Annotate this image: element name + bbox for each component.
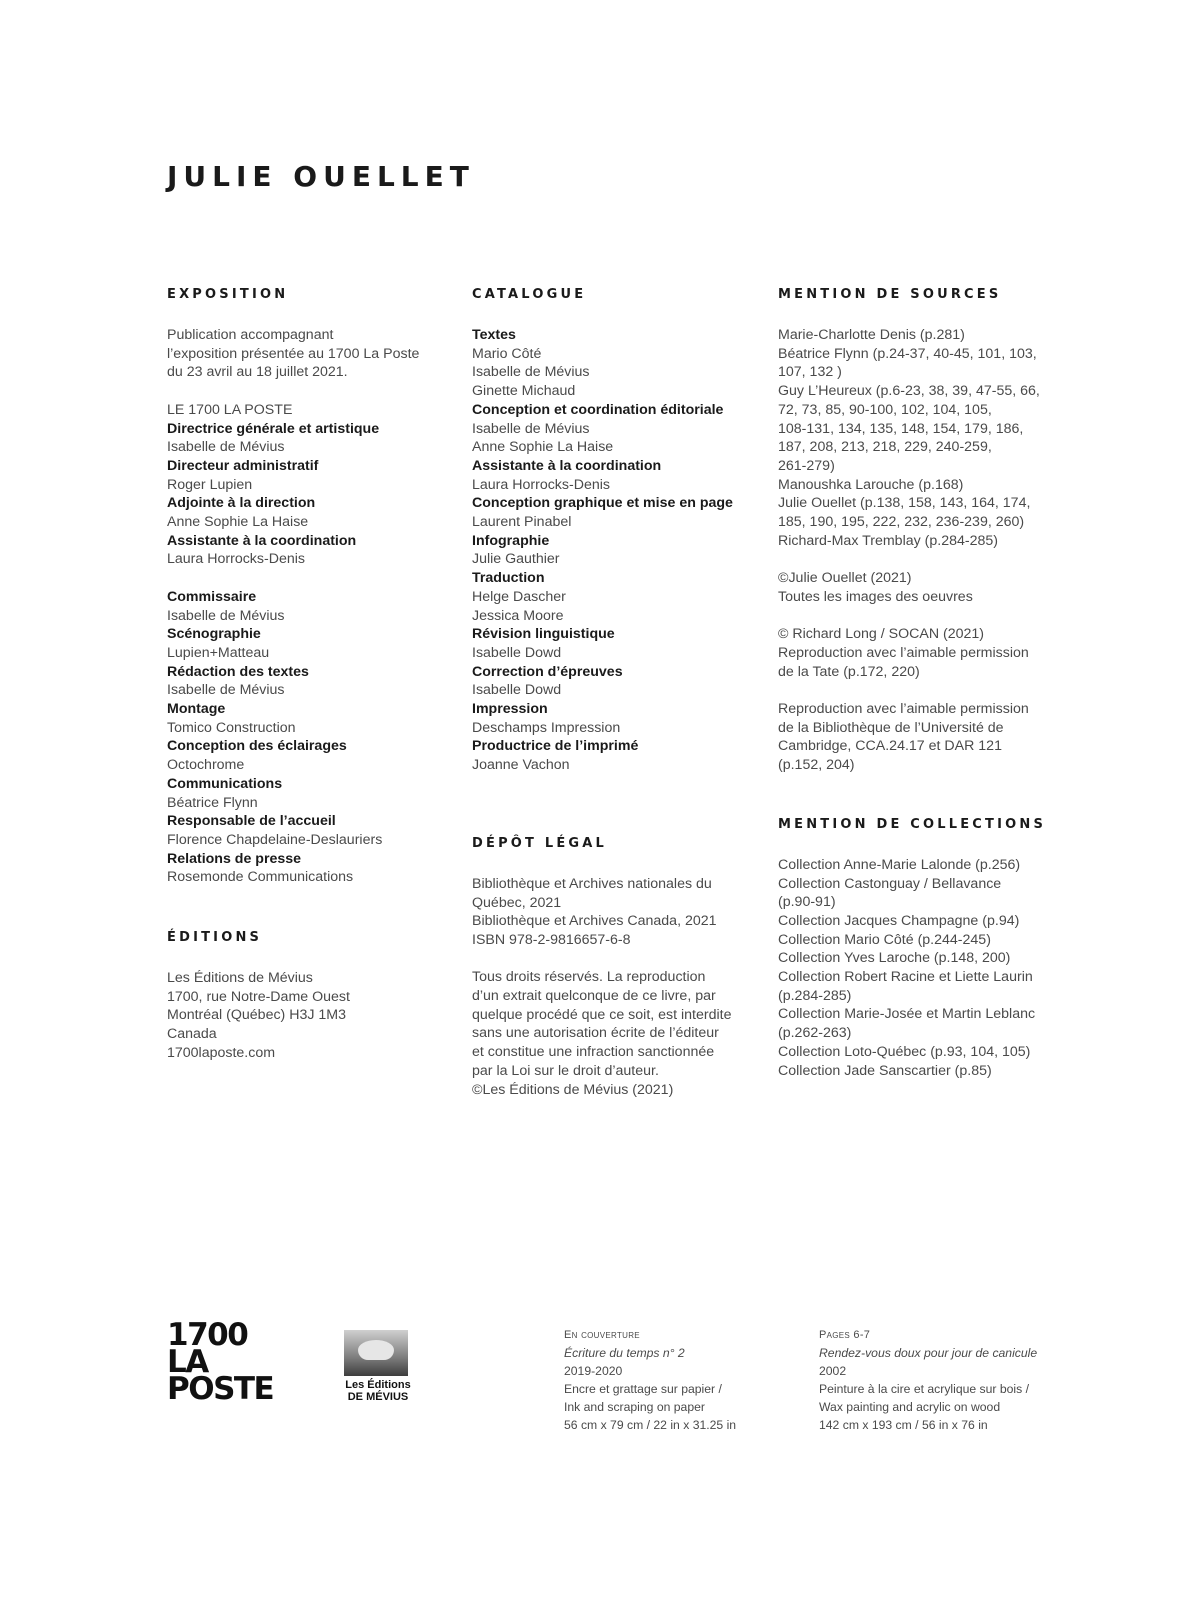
credit-role: Commissaire [167,588,257,605]
collection-line: (p.90-91) [778,894,836,911]
catalogue-name: Isabelle de Mévius [472,364,590,381]
sources-section [778,288,1078,775]
copyright-line: de la Bibliothèque de l’Université de [778,719,1004,736]
catalogue-role: Conception et coordination éditoriale [472,401,724,418]
catalogue-role: Traduction [472,570,545,587]
staff-role: Adjointe à la direction [167,495,316,512]
pages-caption-heading: Pages 6-7 [819,1329,871,1341]
collection-line: Collection Jacques Champagne (p.94) [778,912,1020,929]
catalogue-role: Productrice de l’imprimé [472,738,639,755]
editions-line: 1700, rue Notre-Dame Ouest [167,988,350,1005]
copyright-line: ©Julie Ouellet (2021) [778,570,912,587]
rights-line: et constitue une infraction sanctionnée [472,1044,715,1061]
credit-name: Lupien+Matteau [167,644,270,661]
copyright-line: Reproduction avec l’aimable permission [778,701,1029,718]
rights-line: sans une autorisation écrite de l’éditeur [472,1025,719,1042]
copyright-line: (p.152, 204) [778,757,855,774]
staff-role: Directrice générale et artistique [167,420,380,437]
logo-1700-line: 1700 [167,1317,248,1353]
catalogue-name: Isabelle Dowd [472,644,562,661]
cover-caption-line: Encre et grattage sur papier / [564,1382,722,1396]
collections-heading: MENTION DE COLLECTIONS [778,816,1047,832]
staff-name: Anne Sophie La Haise [167,514,309,531]
staff-role: Directeur administratif [167,457,319,474]
editions-heading: ÉDITIONS [167,930,263,946]
catalogue-role: Assistante à la coordination [472,457,662,474]
cover-caption [564,1326,736,1434]
catalogue-role: Correction d’épreuves [472,663,623,680]
credit-name: Isabelle de Mévius [167,682,285,699]
copyright-line: © Richard Long / SOCAN (2021) [778,626,985,643]
catalogue-name: Helge Dascher [472,588,566,605]
catalogue-role: Conception graphique et mise en page [472,495,733,512]
credit-role: Communications [167,775,283,792]
collection-line: Collection Castonguay / Bellavance [778,875,1002,892]
credit-name: Tomico Construction [167,719,296,736]
credit-role: Conception des éclairages [167,738,347,755]
collection-line: Collection Robert Racine et Liette Laurin [778,969,1033,986]
cover-caption-line: 2019-2020 [564,1364,623,1378]
author-name: JULIE OUELLET [167,160,475,193]
editions-section [167,931,457,1063]
source-line: 108-131, 134, 135, 148, 154, 179, 186, [778,420,1024,437]
pages-caption-line: 142 cm x 193 cm / 56 in x 76 in [819,1418,988,1432]
credit-role: Scénographie [167,626,261,643]
collection-line: (p.262-263) [778,1025,852,1042]
collection-line: Collection Loto-Québec (p.93, 104, 105) [778,1043,1031,1060]
staff-name: Roger Lupien [167,476,253,493]
collection-line: Collection Mario Côté (p.244-245) [778,931,991,948]
catalogue-name: Laurent Pinabel [472,514,572,531]
rights-line: Tous droits réservés. La reproduction [472,969,706,986]
logo-1700-line: POSTE [167,1371,274,1407]
source-line: Manoushka Larouche (p.168) [778,476,964,493]
catalogue-name: Deschamps Impression [472,719,621,736]
catalogue-name: Anne Sophie La Haise [472,439,614,456]
exposition-intro-line: Publication accompagnant [167,327,334,343]
mevius-logo-line: DE MÉVIUS [347,1391,409,1403]
catalogue-name: Ginette Michaud [472,383,576,400]
column-catalogue-depot [472,288,762,1099]
mevius-logo-line: Les Éditions [345,1379,411,1391]
catalogue-name: Joanne Vachon [472,757,570,774]
editions-line: Les Éditions de Mévius [167,970,313,987]
cover-artwork-title: Écriture du temps n° 2 [564,1346,685,1360]
sources-heading: MENTION DE SOURCES [778,287,1002,302]
source-line: Guy L’Heureux (p.6-23, 38, 39, 47-55, 66, [778,383,1040,400]
cover-caption-line: 56 cm x 79 cm / 22 in x 31.25 in [564,1418,737,1432]
source-line: 72, 73, 85, 90-100, 102, 104, 105, [778,401,992,418]
staff-name: Laura Horrocks-Denis [167,551,305,568]
collection-line: Collection Yves Laroche (p.148, 200) [778,950,1011,967]
source-line: 107, 132 ) [778,364,842,381]
credit-role: Relations de presse [167,850,302,867]
credit-role: Montage [167,701,226,718]
depot-legal-heading: DÉPÔT LÉGAL [472,835,608,851]
depot-legal-section [472,837,762,1099]
column-sources-collections [778,288,1078,1080]
source-line: 187, 208, 213, 218, 229, 240-259, [778,439,992,456]
source-line: Julie Ouellet (p.138, 158, 143, 164, 174, [778,495,1031,512]
source-line: 261-279) [778,457,835,474]
cover-caption-heading: En couverture [564,1329,640,1341]
depot-line: Bibliothèque et Archives Canada, 2021 [472,913,717,930]
copyright-line: Toutes les images des oeuvres [778,588,973,605]
collection-line: Collection Marie-Josée et Martin Leblanc [778,1006,1036,1023]
editions-website: 1700laposte.com [167,1044,276,1061]
catalogue-name: Isabelle Dowd [472,682,562,699]
credit-role: Rédaction des textes [167,663,309,680]
exposition-intro-line: l’exposition présentée au 1700 La Poste [167,345,420,362]
collection-line: Collection Jade Sanscartier (p.85) [778,1062,992,1079]
collection-line: (p.284-285) [778,987,852,1004]
catalogue-role: Textes [472,327,516,343]
source-line: Béatrice Flynn (p.24-37, 40-45, 101, 103, [778,345,1037,362]
depot-line: Québec, 2021 [472,894,562,911]
logo-1700-la-poste [167,1317,274,1407]
catalogue-name: Isabelle de Mévius [472,420,590,437]
catalogue-heading: CATALOGUE [472,287,587,302]
logo-1700-line: LA [167,1344,208,1380]
pages-caption [819,1326,1037,1434]
exposition-section [167,288,457,887]
source-line: Marie-Charlotte Denis (p.281) [778,327,965,343]
depot-line: Bibliothèque et Archives nationales du [472,875,712,892]
credit-name: Isabelle de Mévius [167,607,285,624]
catalogue-name: Laura Horrocks-Denis [472,476,610,493]
pages-caption-line: 2002 [819,1364,847,1378]
exposition-heading: EXPOSITION [167,287,289,302]
staff-role: Assistante à la coordination [167,532,357,549]
pages-artwork-title: Rendez-vous doux pour jour de canicule [819,1346,1038,1360]
credit-name: Octochrome [167,757,245,774]
collections-section [778,818,1078,1080]
exposition-intro-line: du 23 avril au 18 juillet 2021. [167,364,348,381]
catalogue-role: Impression [472,701,548,718]
mevius-logo-text [338,1379,418,1403]
editions-line: Canada [167,1026,217,1043]
venue-name: LE 1700 LA POSTE [167,401,293,418]
credit-name: Rosemonde Communications [167,869,354,886]
rights-line: quelque procédé que ce soit, est interdite [472,1006,732,1023]
catalogue-name: Jessica Moore [472,607,564,624]
ionic-capital-icon [344,1330,408,1376]
credit-name: Florence Chapdelaine-Deslauriers [167,831,383,848]
copyright-line: de la Tate (p.172, 220) [778,663,920,680]
catalogue-role: Révision linguistique [472,626,615,643]
copyright-line: Reproduction avec l’aimable permission [778,644,1029,661]
pages-caption-line: Wax painting and acrylic on wood [819,1400,1001,1414]
copyright-line: Cambridge, CCA.24.17 et DAR 121 [778,738,1002,755]
credit-role: Responsable de l’accueil [167,813,336,830]
column-exposition-editions [167,288,457,1063]
pages-caption-line: Peinture à la cire et acrylique sur bois / [819,1382,1029,1396]
cover-caption-line: Ink and scraping on paper [564,1400,705,1414]
editions-line: Montréal (Québec) H3J 1M3 [167,1007,346,1024]
catalogue-role: Infographie [472,532,550,549]
collection-line: Collection Anne-Marie Lalonde (p.256) [778,856,1021,873]
publisher-copyright: ©Les Éditions de Mévius (2021) [472,1081,674,1098]
rights-line: d’un extrait quelconque de ce livre, par [472,988,716,1005]
logo-editions-de-mevius [338,1330,418,1403]
isbn: ISBN 978-2-9816657-6-8 [472,931,631,948]
source-line: 185, 190, 195, 222, 232, 236-239, 260) [778,514,1025,531]
catalogue-name: Julie Gauthier [472,551,560,568]
catalogue-section [472,288,762,775]
credit-name: Béatrice Flynn [167,794,258,811]
source-line: Richard-Max Tremblay (p.284-285) [778,532,998,549]
staff-name: Isabelle de Mévius [167,439,285,456]
catalogue-name: Mario Côté [472,345,542,362]
rights-line: par la Loi sur le droit d’auteur. [472,1062,659,1079]
